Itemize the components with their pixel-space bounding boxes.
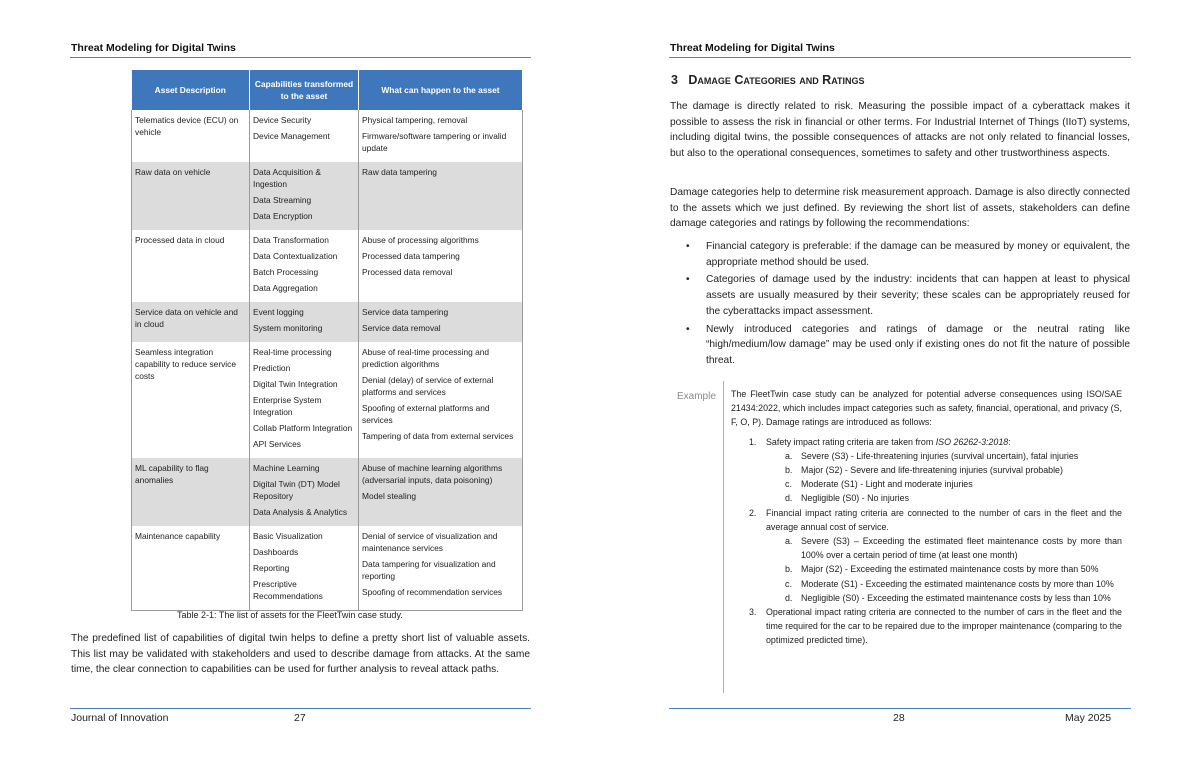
- asset-cell: Raw data on vehicle: [132, 162, 250, 230]
- list-number: c.: [785, 578, 792, 589]
- list-item: • Financial category is preferable: if the damage can be measured by money or equivalent, the appropriate method should be used.: [706, 239, 1130, 270]
- capability: Data Aggregation: [253, 283, 318, 293]
- list-text: Financial impact rating criteria are connected to the number of cars in the fleet and the average annual cost of service.: [766, 507, 1122, 532]
- asset-cell: Processed data in cloud: [132, 230, 250, 302]
- list-text: Negligible (S0) - No injuries: [801, 493, 910, 504]
- capability: Reporting: [253, 563, 290, 573]
- threat: Service data removal: [362, 323, 441, 333]
- sub-list-item: [731, 463, 1122, 477]
- threat: Model stealing: [362, 491, 417, 501]
- capability: Event logging: [253, 307, 304, 317]
- threat: Processed data tampering: [362, 251, 460, 261]
- sub-list-item: [731, 591, 1122, 605]
- sub-list-item: [731, 562, 1122, 576]
- asset-cell: Service data on vehicle and in cloud: [132, 302, 250, 342]
- issue-date: May 2025: [1065, 712, 1112, 724]
- capability: Prediction: [253, 363, 291, 373]
- threat: Denial (delay) of service of external platforms and services: [362, 375, 494, 397]
- capability: Enterprise System Integration: [253, 395, 322, 417]
- sub-list-item: [731, 449, 1122, 463]
- list-number: b.: [785, 465, 793, 476]
- section-heading: [671, 73, 865, 87]
- list-text: Severe (S3) - Life-threatening injuries (survival uncertain), fatal injuries: [801, 450, 1079, 461]
- list-text: Severe (S3) – Exceeding the estimated fleet maintenance costs by more than 100% over a certain period of time (at least one month): [801, 536, 1122, 561]
- section-title: Damage Categories and Ratings: [688, 73, 865, 87]
- body-paragraph: The predefined list of capabilities of digital twin helps to define a pretty short list of valuable assets. This list may be validated with stakeholders and used to describe damage from attacks. At the same time, the clear connection to capabilities can be used for further analysis to reveal attack paths.: [71, 633, 530, 676]
- capability: Device Security: [253, 115, 312, 125]
- capability: Data Streaming: [253, 195, 312, 205]
- capability: Data Acquisition & Ingestion: [253, 167, 321, 189]
- list-number: d.: [785, 592, 793, 603]
- standard-reference: ISO 26262-3:2018: [935, 436, 1009, 447]
- example-intro: The FleetTwin case study can be analyzed for potential adverse consequences using ISO/SAE 21434:2022, which includes impact categories such as safety, financial, operational, and privacy (S, F, O, P). Damage ratings are introduced as follows:: [731, 389, 1122, 428]
- column-header: Asset Description: [132, 70, 250, 110]
- header-rule: [669, 57, 1131, 58]
- sub-list-item: [731, 491, 1122, 505]
- asset-cell: Seamless integration capability to reduce service costs: [132, 342, 250, 458]
- running-header: Threat Modeling for Digital Twins: [670, 42, 835, 54]
- asset-cell: ML capability to flag anomalies: [132, 458, 250, 526]
- threat: Abuse of processing algorithms: [362, 235, 479, 245]
- list-item: [731, 605, 1122, 648]
- threat: Firmware/software tampering or invalid update: [362, 131, 507, 153]
- capability: Machine Learning: [253, 463, 320, 473]
- threat: Denial of service of visualization and maintenance services: [362, 531, 498, 553]
- list-text: Safety impact rating criteria are taken from: [766, 436, 936, 447]
- threat: Spoofing of external platforms and services: [362, 403, 490, 425]
- body-paragraph: Damage categories help to determine risk measurement approach. Damage is also directly connected to the assets which we just defined. By reviewing the short list of assets, stakeholders can define damage categories and ratings by following the recommendations:: [670, 187, 1130, 230]
- example-box: [731, 387, 1122, 648]
- example-label: Example: [677, 391, 716, 402]
- capability: Prescriptive Recommendations: [253, 579, 323, 601]
- column-header: Capabilities transformed to the asset: [250, 70, 359, 110]
- threat: Processed data removal: [362, 267, 453, 277]
- threat: Abuse of real-time processing and prediction algorithms: [362, 347, 490, 369]
- list-item: • Newly introduced categories and ratings of damage or the neutral rating like “high/medium/low damage” may be used only if existing ones do not fit the nature of possible threat.: [706, 322, 1130, 369]
- capability: Collab Platform Integration: [253, 423, 353, 433]
- capability: System monitoring: [253, 323, 323, 333]
- list-text: Negligible (S0) - Exceeding the estimated maintenance costs by less than 10%: [801, 592, 1111, 603]
- sub-list-item: [731, 577, 1122, 591]
- capability: Data Transformation: [253, 235, 329, 245]
- threat: Tampering of data from external services: [362, 431, 514, 441]
- asset-cell: Maintenance capability: [132, 526, 250, 611]
- asset-cell: Telematics device (ECU) on vehicle: [132, 110, 250, 162]
- running-header: Threat Modeling for Digital Twins: [71, 42, 236, 54]
- capability: Device Management: [253, 131, 330, 141]
- threat: Data tampering for visualization and reporting: [362, 559, 496, 581]
- list-number: b.: [785, 564, 793, 575]
- body-paragraph: The damage is directly related to risk. Measuring the possible impact of a cyberattack makes it possible to assess the risk in financial or other terms. For Industrial Internet of Things (IIoT) systems, including digital twins, the possible consequences of attacks are not only related to financial losses, but also to the operational consequences, sometimes to safety and other trustworthiness aspects.: [670, 101, 1130, 160]
- capability: Data Contextualization: [253, 251, 338, 261]
- capability: Data Encryption: [253, 211, 313, 221]
- capability: Digital Twin (DT) Model Repository: [253, 479, 340, 501]
- list-number: d.: [785, 493, 793, 504]
- sub-list-item: [731, 477, 1122, 491]
- list-text: Operational impact rating criteria are connected to the number of cars in the fleet and the time required for the car to be repaired due to the improper maintenance (comparing to the optimized predicted time).: [766, 607, 1122, 646]
- list-text: :: [1008, 436, 1011, 447]
- list-item: [731, 506, 1122, 534]
- list-item: [731, 435, 1122, 449]
- list-number: c.: [785, 479, 792, 490]
- section-number: 3: [671, 73, 678, 87]
- sub-list-item: [731, 534, 1122, 562]
- list-text: Moderate (S1) - Light and moderate injuries: [801, 479, 973, 490]
- list-text: Major (S2) - Exceeding the estimated maintenance costs by more than 50%: [801, 564, 1099, 575]
- list-text: Major (S2) - Severe and life-threatening injuries (survival probable): [801, 465, 1063, 476]
- footer-rule: [669, 708, 1131, 709]
- list-item: • Categories of damage used by the industry: incidents that can happen at least to physical assets are usually measured by their severity; these scales can be appropriately reused for the cyberattacks impact assessment.: [706, 272, 1130, 319]
- capability: Data Analysis & Analytics: [253, 507, 348, 517]
- threat: Service data tampering: [362, 307, 449, 317]
- capability: Digital Twin Integration: [253, 379, 338, 389]
- journal-name: Journal of Innovation: [71, 712, 169, 724]
- list-number: 1.: [749, 436, 757, 447]
- list-text: Moderate (S1) - Exceeding the estimated maintenance costs by more than 10%: [801, 578, 1114, 589]
- capability: Batch Processing: [253, 267, 319, 277]
- capability: API Services: [253, 439, 301, 449]
- list-number: 2.: [749, 507, 757, 518]
- page-number: 28: [893, 712, 905, 724]
- capability: Basic Visualization: [253, 531, 323, 541]
- recommendation-list: [706, 239, 1130, 371]
- threat: Raw data tampering: [362, 167, 437, 177]
- table-caption: Table 2-1: The list of assets for the FleetTwin case study.: [177, 610, 403, 620]
- list-number: 3.: [749, 607, 757, 618]
- column-header: What can happen to the asset: [359, 70, 523, 110]
- threat: Abuse of machine learning algorithms (adversarial inputs, data poisoning): [362, 463, 503, 485]
- capability: Real-time processing: [253, 347, 332, 357]
- list-number: a.: [785, 450, 793, 461]
- example-divider: [723, 381, 724, 693]
- threat: Spoofing of recommendation services: [362, 587, 503, 597]
- threat: Physical tampering, removal: [362, 115, 468, 125]
- list-number: a.: [785, 536, 793, 547]
- capability: Dashboards: [253, 547, 299, 557]
- page-number: 27: [294, 712, 306, 724]
